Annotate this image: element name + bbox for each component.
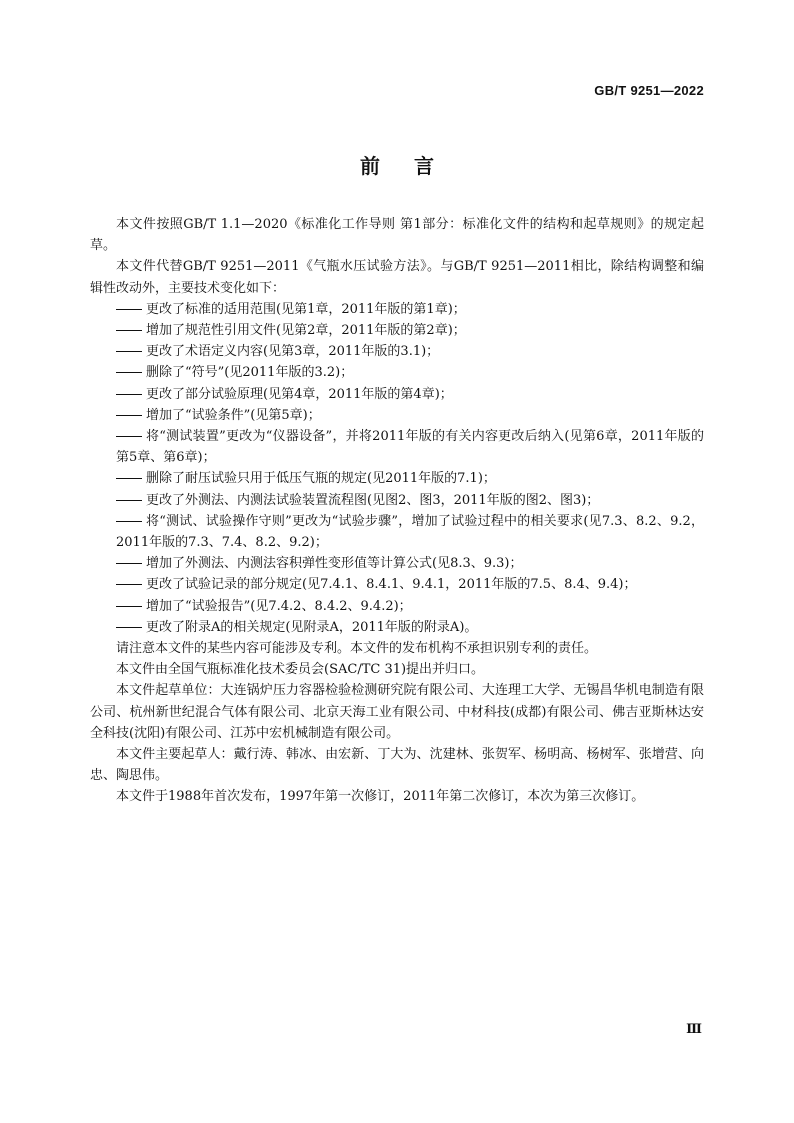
page-title: 前言 bbox=[360, 154, 468, 178]
dash-marker bbox=[116, 415, 142, 416]
change-item-text: 增加了“试验条件”(见第5章)； bbox=[146, 407, 321, 423]
standard-code: GB/T 9251—2022 bbox=[594, 83, 704, 98]
change-item bbox=[90, 341, 704, 362]
change-item bbox=[90, 511, 704, 553]
change-item-text: 更改了试验记录的部分规定(见7.4.1、8.4.1、9.4.1，2011年版的7.5、8.4、9.4)； bbox=[146, 577, 637, 593]
dash-marker bbox=[116, 309, 142, 310]
change-item-text: 将“测试装置”更改为“仪器设备”，并将2011年版的有关内容更改后纳入(见第6章，2011年版的第5章、第6章)； bbox=[116, 429, 704, 466]
intro-paragraph: 本文件代替GB/T 9251—2011《气瓶水压试验方法》。与GB/T 9251—2011相比，除结构调整和编辑性改动外，主要技术变化如下： bbox=[90, 259, 704, 296]
foreword-body bbox=[90, 214, 704, 808]
dash-marker bbox=[116, 584, 142, 585]
change-item bbox=[90, 405, 704, 426]
change-item-text: 将“测试、试验操作守则”更改为“试验步骤”，增加了试验过程中的相关要求(见7.3、8.2、9.2，2011年版的7.3、7.4、8.2、9.2)； bbox=[116, 513, 704, 551]
dash-marker bbox=[116, 627, 142, 628]
patent-notice: 请注意本文件的某些内容可能涉及专利。本文件的发布机构不承担识别专利的责任。 bbox=[116, 641, 598, 657]
dash-marker bbox=[116, 330, 142, 331]
dash-marker bbox=[116, 394, 142, 395]
change-item-text: 更改了术语定义内容(见第3章，2011年版的3.1)； bbox=[146, 344, 440, 360]
dash-marker bbox=[116, 500, 142, 501]
change-item-text: 更改了标准的适用范围(见第1章，2011年版的第1章)； bbox=[146, 301, 466, 317]
change-item-text: 更改了附录A的相关规定(见附录A，2011年版的附录A)。 bbox=[146, 619, 478, 635]
drafting-units-paragraph: 本文件起草单位：大连锅炉压力容器检验检测研究院有限公司、大连理工大学、无锡昌华机电制造有限公司、杭州新世纪混合气体有限公司、北京天海工业有限公司、中材科技(成都)有限公司、佛吉亚斯林达安全科技(沈阳)有限公司、江苏中宏机械制造有限公司。 bbox=[90, 683, 704, 741]
change-item bbox=[90, 490, 704, 511]
dash-marker bbox=[116, 606, 142, 607]
dash-marker bbox=[116, 563, 142, 564]
change-item-text: 增加了“试验报告”(见7.4.2、8.4.2、9.4.2)； bbox=[146, 598, 412, 614]
change-item-text: 增加了规范性引用文件(见第2章，2011年版的第2章)； bbox=[146, 323, 466, 339]
change-item bbox=[90, 384, 704, 405]
dash-marker bbox=[116, 351, 142, 352]
history-paragraph: 本文件于1988年首次发布，1997年第一次修订，2011年第二次修订，本次为第三次修订。 bbox=[116, 789, 645, 805]
change-item bbox=[90, 468, 704, 489]
change-item bbox=[90, 617, 704, 638]
change-item bbox=[90, 299, 704, 320]
drafters-paragraph: 本文件主要起草人：戴行涛、韩冰、由宏新、丁大为、沈建林、张贺军、杨明高、杨树军、张增营、向忠、陶思伟。 bbox=[90, 747, 704, 784]
change-item bbox=[90, 320, 704, 341]
change-item-text: 删除了耐压试验只用于低压气瓶的规定(见2011年版的7.1)； bbox=[146, 471, 496, 487]
change-item bbox=[90, 362, 704, 383]
dash-marker bbox=[116, 521, 142, 522]
change-item-text: 更改了外测法、内测法试验装置流程图(见图2、图3，2011年版的图2、图3)； bbox=[146, 492, 600, 508]
change-item bbox=[90, 553, 704, 574]
change-item-text: 更改了部分试验原理(见第4章，2011年版的第4章)； bbox=[146, 386, 453, 402]
change-item bbox=[90, 596, 704, 617]
intro-paragraph: 本文件按照GB/T 1.1—2020《标准化工作导则 第1部分：标准化文件的结构和起草规则》的规定起草。 bbox=[90, 217, 704, 254]
dash-marker bbox=[116, 478, 142, 479]
dash-marker bbox=[116, 436, 142, 437]
change-item bbox=[90, 574, 704, 595]
dash-marker bbox=[116, 372, 142, 373]
change-item bbox=[90, 426, 704, 468]
page-number: Ⅲ bbox=[686, 1022, 702, 1037]
proposer-paragraph: 本文件由全国气瓶标准化技术委员会(SAC/TC 31)提出并归口。 bbox=[116, 662, 485, 678]
change-item-text: 增加了外测法、内测法容积弹性变形值等计算公式(见8.3、9.3)； bbox=[146, 556, 523, 572]
change-item-text: 删除了“符号”(见2011年版的3.2)； bbox=[146, 365, 354, 381]
